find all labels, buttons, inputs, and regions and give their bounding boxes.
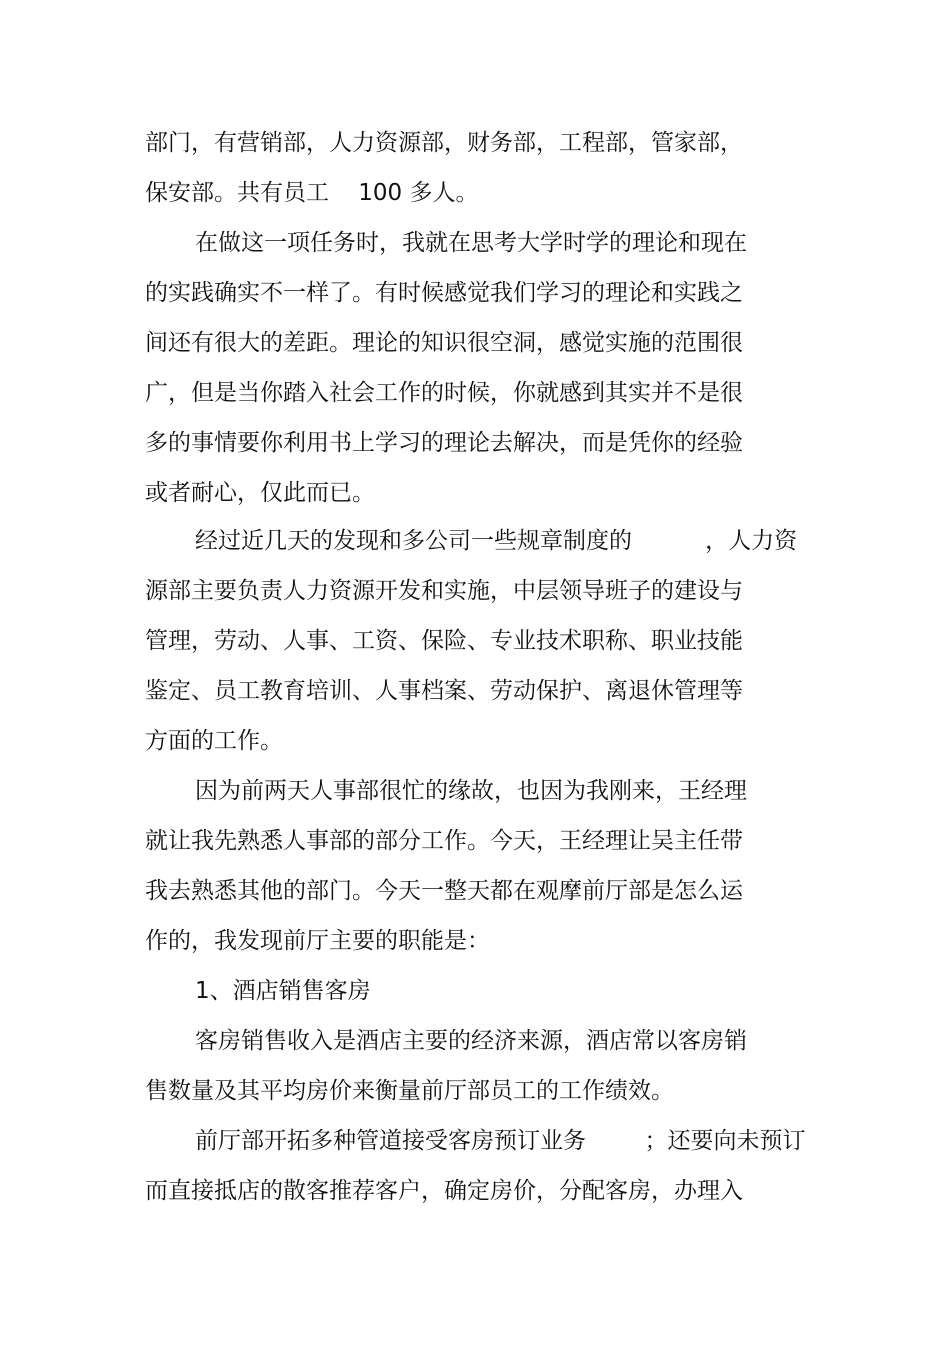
text-line-3: 在做这一项任务时，我就在思考大学时学的理论和现在 <box>195 230 747 256</box>
text-line-1: 部门，有营销部，人力资源部，财务部，工程部，管家部， <box>145 130 743 156</box>
text-line-13: 方面的工作。 <box>145 728 283 754</box>
text-line-9: 经过近几天的发现和多公司一些规章制度的 ，人力资 <box>195 528 798 554</box>
text-line-19: 客房销售收入是酒店主要的经济来源，酒店常以客房销 <box>195 1028 747 1054</box>
text-line-15: 就让我先熟悉人事部的部分工作。今天，王经理让吴主任带 <box>145 828 743 854</box>
text-line-12: 鉴定、员工教育培训、人事档案、劳动保护、离退休管理等 <box>145 678 743 704</box>
text-line-16: 我去熟悉其他的部门。今天一整天都在观摩前厅部是怎么运 <box>145 878 743 904</box>
text-line-4: 的实践确实不一样了。有时候感觉我们学习的理论和实践之 <box>145 280 743 306</box>
text-line-10: 源部主要负责人力资源开发和实施，中层领导班子的建设与 <box>145 578 743 604</box>
text-line-17: 作的，我发现前厅主要的职能是： <box>145 928 490 954</box>
text-line-11: 管理，劳动、人事、工资、保险、专业技术职称、职业技能 <box>145 628 743 654</box>
text-line-5: 间还有很大的差距。理论的知识很空洞，感觉实施的范围很 <box>145 330 743 356</box>
text-line-22: 而直接抵店的散客推荐客户，确定房价，分配客房，办理入 <box>145 1178 743 1204</box>
text-line-7: 多的事情要你利用书上学习的理论去解决，而是凭你的经验 <box>145 430 743 456</box>
text-line-2: 保安部。共有员工 100 多人。 <box>145 180 479 206</box>
text-line-20: 售数量及其平均房价来衡量前厅部员工的工作绩效。 <box>145 1078 674 1104</box>
text-line-8: 或者耐心，仅此而已。 <box>145 480 375 506</box>
text-line-6: 广，但是当你踏入社会工作的时候，你就感到其实并不是很 <box>145 380 743 406</box>
text-line-14: 因为前两天人事部很忙的缘故，也因为我刚来，王经理 <box>195 778 747 804</box>
text-line-18: 1、酒店销售客房 <box>195 978 371 1004</box>
text-line-21: 前厅部开拓多种管道接受客房预订业务 ；还要向未预订 <box>195 1128 806 1154</box>
